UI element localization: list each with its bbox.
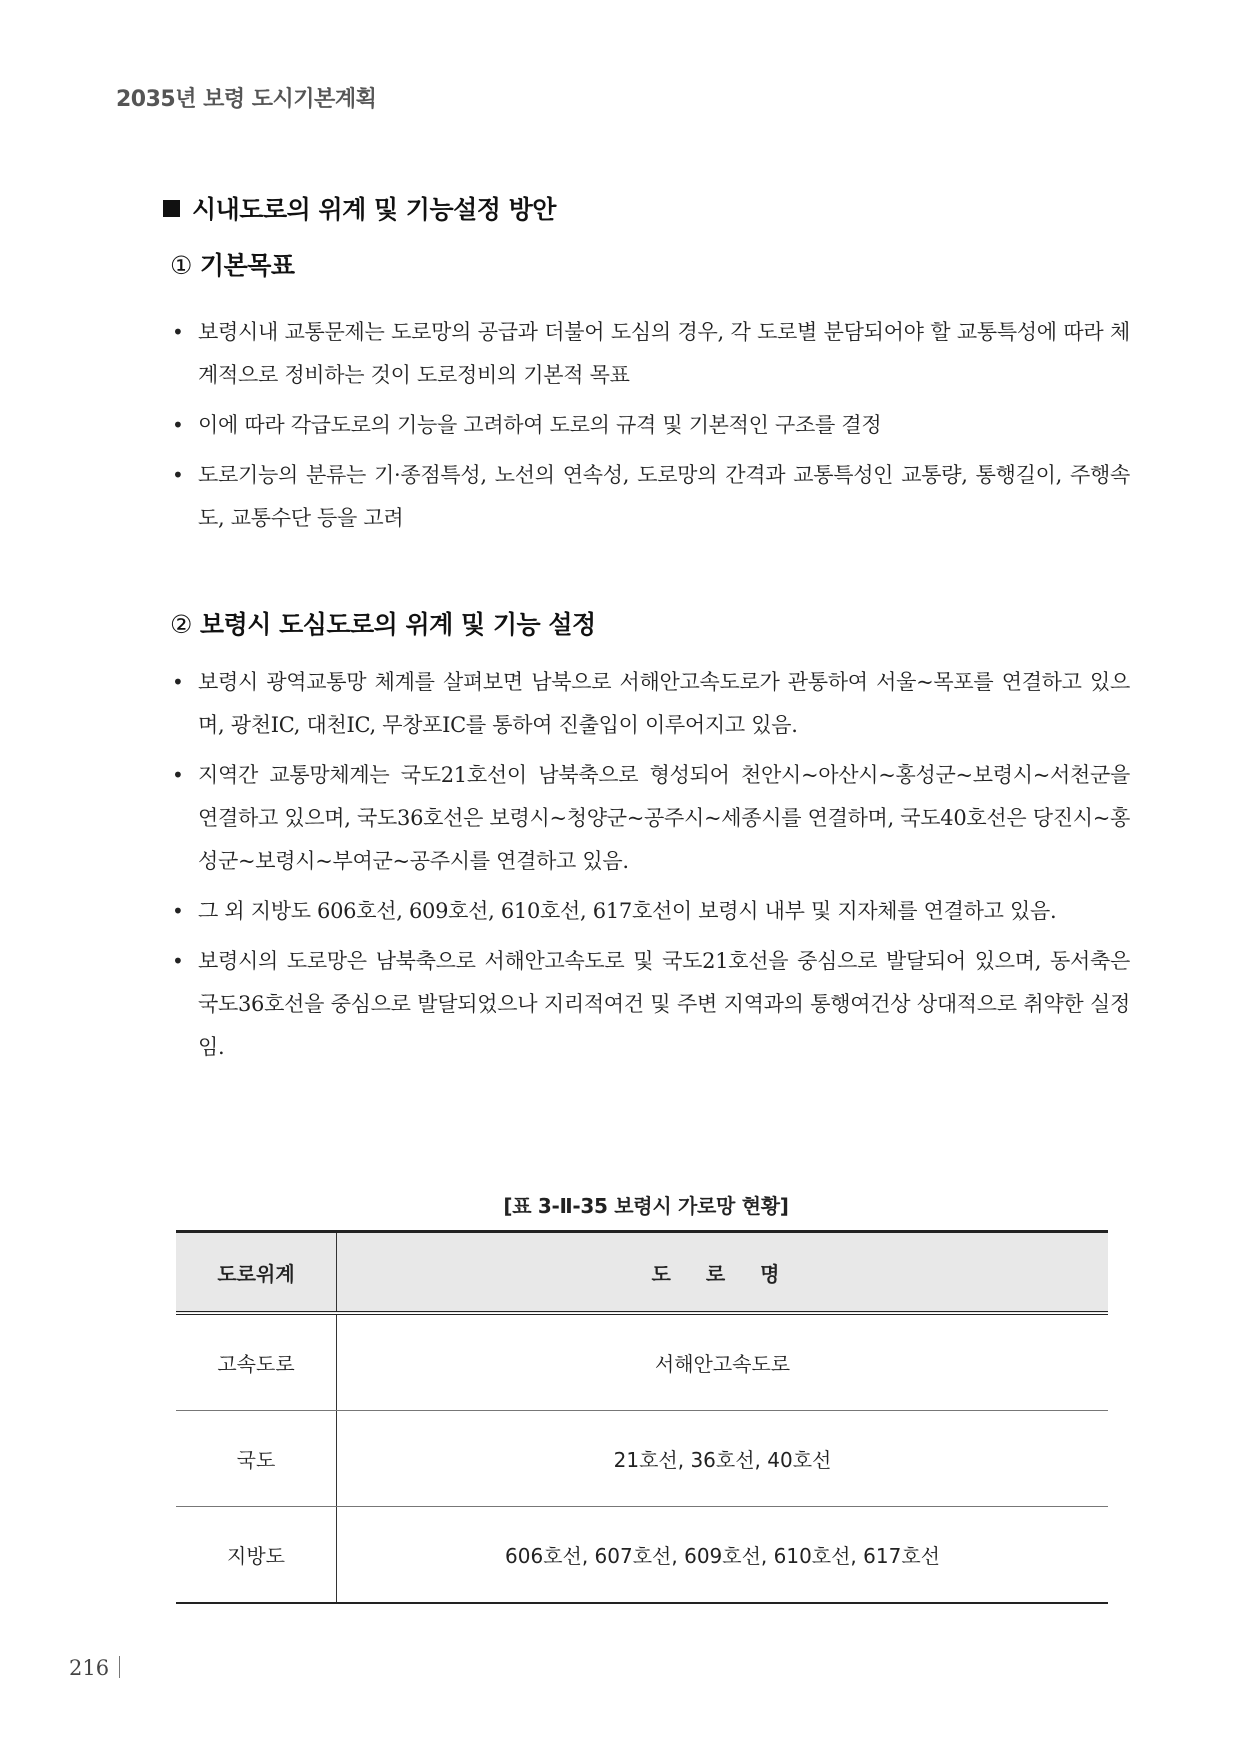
bullet-list-1 bbox=[170, 311, 1130, 547]
page-footer bbox=[69, 1656, 120, 1680]
header-road-name: 도 로 명 bbox=[337, 1232, 1109, 1314]
bullet-list-2 bbox=[170, 661, 1130, 1076]
list-item: • 보령시 광역교통망 체계를 살펴보면 남북으로 서해안고속도로가 관통하여 서울~목포를 연결하고 있으며, 광천IC, 대천IC, 무창포IC를 통하여 진출입이 이루어지고 있음. bbox=[170, 661, 1130, 747]
cell-road-name: 606호선, 607호선, 609호선, 610호선, 617호선 bbox=[337, 1507, 1109, 1604]
subsection-title-text: 기본목표 bbox=[199, 251, 295, 280]
page-number: 216 bbox=[69, 1656, 110, 1680]
section-title bbox=[163, 190, 556, 226]
cell-road-class: 고속도로 bbox=[176, 1313, 337, 1411]
list-item: • 지역간 교통망체계는 국도21호선이 남북축으로 형성되어 천안시~아산시~홍성군~보령시~서천군을 연결하고 있으며, 국도36호선은 보령시~청양군~공주시~세종시를 연결하며, 국도40호선은 당진시~홍성군~보령시~부여군~공주시를 연결하고 있음. bbox=[170, 754, 1130, 883]
circled-number: ② bbox=[170, 610, 192, 639]
subsection-title-2 bbox=[170, 605, 596, 641]
table-header-row bbox=[176, 1232, 1108, 1314]
cell-road-class: 지방도 bbox=[176, 1507, 337, 1604]
circled-number: ① bbox=[170, 251, 192, 280]
list-item: • 도로기능의 분류는 기·종점특성, 노선의 연속성, 도로망의 간격과 교통특성인 교통량, 통행길이, 주행속도, 교통수단 등을 고려 bbox=[170, 454, 1130, 540]
cell-road-name: 21호선, 36호선, 40호선 bbox=[337, 1411, 1109, 1507]
list-item: • 이에 따라 각급도로의 기능을 고려하여 도로의 규격 및 기본적인 구조를 결정 bbox=[170, 404, 1130, 447]
subsection-title-1 bbox=[170, 246, 295, 282]
subsection-title-text: 보령시 도심도로의 위계 및 기능 설정 bbox=[199, 610, 596, 639]
square-bullet-icon bbox=[163, 200, 180, 217]
page-header: 2035년 보령 도시기본계획 bbox=[116, 87, 377, 112]
header-road-class: 도로위계 bbox=[176, 1232, 337, 1314]
cell-road-name: 서해안고속도로 bbox=[337, 1313, 1109, 1411]
road-network-table bbox=[176, 1230, 1108, 1604]
section-title-text: 시내도로의 위계 및 기능설정 방안 bbox=[192, 195, 556, 224]
list-item: • 보령시의 도로망은 남북축으로 서해안고속도로 및 국도21호선을 중심으로 발달되어 있으며, 동서축은 국도36호선을 중심으로 발달되었으나 지리적여건 및 주변 지역과의 통행여건상 상대적으로 취약한 실정임. bbox=[170, 940, 1130, 1069]
table-caption: [표 3-Ⅱ-35 보령시 가로망 현황] bbox=[503, 1194, 789, 1218]
cell-road-class: 국도 bbox=[176, 1411, 337, 1507]
list-item: • 보령시내 교통문제는 도로망의 공급과 더불어 도심의 경우, 각 도로별 분담되어야 할 교통특성에 따라 체계적으로 정비하는 것이 도로정비의 기본적 목표 bbox=[170, 311, 1130, 397]
table-row bbox=[176, 1507, 1108, 1604]
table-row bbox=[176, 1411, 1108, 1507]
footer-divider bbox=[119, 1656, 120, 1678]
list-item: • 그 외 지방도 606호선, 609호선, 610호선, 617호선이 보령시 내부 및 지자체를 연결하고 있음. bbox=[170, 890, 1130, 933]
table-row bbox=[176, 1313, 1108, 1411]
